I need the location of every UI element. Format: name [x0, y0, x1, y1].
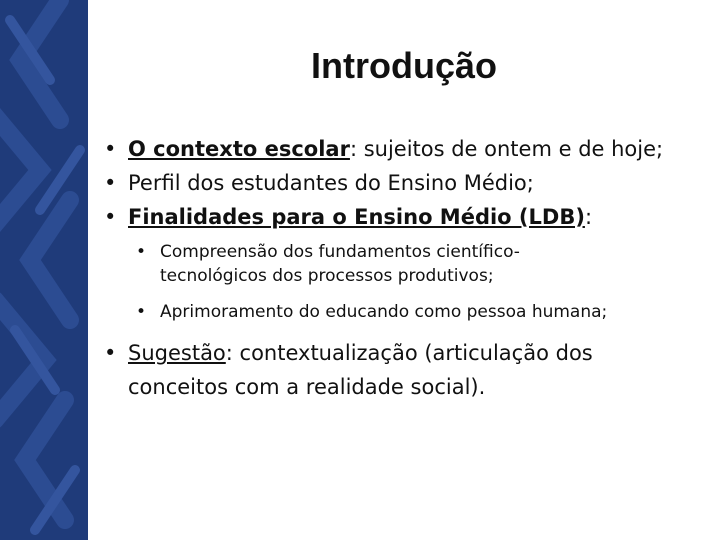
bullet-lead-text: O contexto escolar — [128, 137, 350, 161]
sub-bullet-line: • Compreensão dos fundamentos científico- — [160, 242, 520, 262]
bullet-separator: : — [584, 205, 593, 229]
bullet-lead-text: Finalidades para o Ensino Médio (LDB) — [128, 205, 585, 229]
slide-body — [100, 134, 710, 408]
bullet-sugestao — [100, 336, 710, 404]
bullet-lead-text: Sugestão — [128, 341, 226, 365]
sub-bullet-line: tecnológicos dos processos produtivos; — [160, 266, 494, 286]
decorative-sidebar — [0, 0, 88, 540]
sub-bullet-compreensao — [100, 240, 710, 288]
sub-bullet-line: • Aprimoramento do educando como pessoa humana; — [160, 302, 608, 322]
bullet-separator: : — [349, 137, 358, 161]
bullet-finalidades — [100, 202, 710, 232]
sidebar-pattern-graphic — [0, 0, 88, 540]
bullet-text: Perfil dos estudantes do Ensino Médio; — [128, 171, 534, 195]
bullet-perfil-estudantes — [100, 168, 710, 198]
bullet-rest-text: : contextualização (articulação dos — [225, 341, 593, 365]
bullet-rest-text: sujeitos de ontem e de hoje; — [357, 137, 664, 161]
sub-bullet-aprimoramento — [100, 300, 710, 324]
slide-title: Introdução — [311, 45, 497, 86]
bullet-line — [128, 336, 710, 370]
bullet-line: conceitos com a realidade social). — [128, 375, 486, 399]
bullet-contexto-escolar — [100, 134, 710, 164]
